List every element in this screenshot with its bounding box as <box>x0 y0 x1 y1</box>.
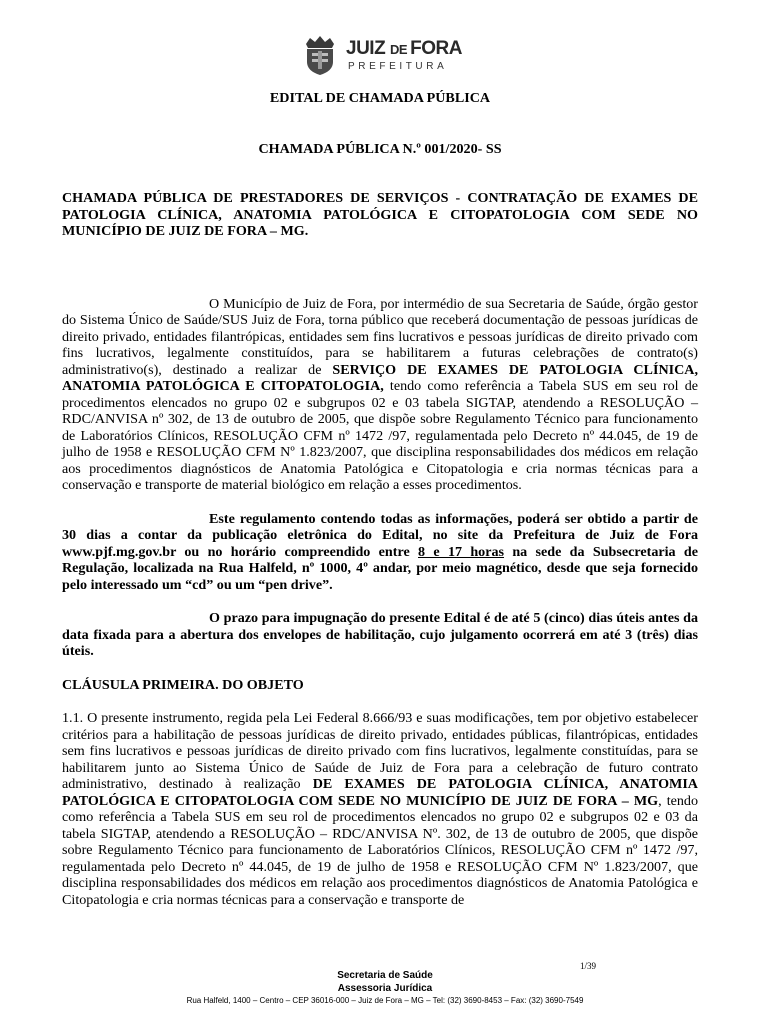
clause-title: CLÁUSULA PRIMEIRA. DO OBJETO <box>62 676 304 693</box>
paragraph-intro: O Município de Juiz de Fora, por intermédio de sua Secretaria de Saúde, órgão gestor do Sistema Único de Saúde/SUS Juiz de Fora, torna público que receberá documentação de pessoas jurídicas de direito privado, entidades filantrópicas, entidades sem fins lucrativos e pessoas jurídicas de direito privado com fins lucrativos, legalmente constituídos, para se habilitarem a futuras celebrações de contrato(s) administrativo(s), destinado a realizar de SERVIÇO DE EXAMES DE PATOLOGIA CLÍNICA, ANATOMIA PATOLÓGICA E CITOPATOLOGIA, tendo como referência a Tabela SUS em seu rol de procedimentos elencados no grupo 02 e subgrupos 02 e 03 tabela SIGTAP, atendendo a RESOLUÇÃO – RDC/ANVISA nº 302, de 13 de outubro de 2005, que dispõe sobre Regulamento Técnico para funcionamento de Laboratórios Clínicos, RESOLUÇÃO CFM nº 1472 /97, regulamentada pelo Decreto nº 44.045, de 19 de julho de 1958 e RESOLUÇÃO CFM Nº 1.823/2007, que disciplina responsabilidades dos médicos em relação aos procedimentos diagnósticos de Anatomia Patológica e Citopatologia e cria normas técnicas para a conservação e transporte de material biológico em relação a esses procedimentos. <box>62 295 699 493</box>
logo-subtitle: PREFEITURA <box>348 61 448 72</box>
footer-assessoria: Assessoria Jurídica <box>337 983 433 994</box>
coat-of-arms-icon <box>298 32 342 76</box>
footer-address: Rua Halfeld, 1400 – Centro – CEP 36016-000 – Juiz de Fora – MG – Tel: (32) 3690-8453 – Fax: (32) 3690-7549 <box>186 996 584 1005</box>
document-number: CHAMADA PÚBLICA N.º 001/2020- SS <box>258 140 502 157</box>
document-body <box>62 86 698 908</box>
paragraph-availability: Este regulamento contendo todas as informações, poderá ser obtido a partir de 30 dias a contar da publicação eletrônica do Edital, no site da Prefeitura de Juiz de Fora www.pjf.mg.gov.br ou no horário compreendido entre 8 e 17 horas na sede da Subsecretaria de Regulação, localizada na Rua Halfeld, nº 1000, 4º andar, por meio magnético, desde que seja fornecido pelo interessado um “cd” ou um “pen drive”. <box>62 510 698 593</box>
document-title: EDITAL DE CHAMADA PÚBLICA <box>269 90 491 106</box>
prefeitura-logo <box>298 32 468 76</box>
paragraph-impugnation: O prazo para impugnação do presente Edital é de até 5 (cinco) dias úteis antes da data fixada para a abertura dos envelopes de habilitação, cujo julgamento ocorrerá em até 3 (três) dias úteis. <box>62 610 698 659</box>
clause-1-1: 1.1. O presente instrumento, regida pela Lei Federal 8.666/93 e suas modificações, tem por objetivo estabelecer critérios para a habilitação de pessoas jurídicas de direito privado, entidades públicas, filantrópicas, entidades sem fins lucrativos e pessoas jurídicas de direito privado com fins lucrativos, legalmente constituídas, para se habilitarem junto ao Sistema Único de Saúde de Juiz de Fora para a celebração de futuro contrato administrativo, destinado à realização DE EXAMES DE PATOLOGIA CLÍNICA, ANATOMIA PATOLÓGICA E CITOPATOLOGIA COM SEDE NO MUNICÍPIO DE JUIZ DE FORA – MG, tendo como referência a Tabela SUS em seu rol de procedimentos elencados no grupo 02 e subgrupos 02 e 03 da tabela SIGTAP, atendendo a RESOLUÇÃO – RDC/ANVISA Nº. 302, de 13 de outubro de 2005, que dispõe sobre Regulamento Técnico para funcionamento de Laboratórios Clínicos, RESOLUÇÃO CFM nº 1472 /97, regulamentada pelo Decreto nº 44.045, de 19 de julho de 1958 e RESOLUÇÃO CFM Nº 1.823/2007, que disciplina responsabilidades dos médicos em relação aos procedimentos diagnósticos de Anatomia Patológica e Citopatologia e cria normas técnicas para a conservação e transporte de <box>62 710 699 908</box>
document-subject: CHAMADA PÚBLICA DE PRESTADORES DE SERVIÇOS - CONTRATAÇÃO DE EXAMES DE PATOLOGIA CLÍNICA, ANATOMIA PATOLÓGICA E CITOPATOLOGIA COM SEDE NO MUNICÍPIO DE JUIZ DE FORA – MG. <box>62 190 698 239</box>
footer-secretaria: Secretaria de Saúde <box>337 970 433 981</box>
logo-wordmark: JUIZ DE FORA <box>346 38 462 59</box>
page-number: 1/39 <box>580 961 597 971</box>
